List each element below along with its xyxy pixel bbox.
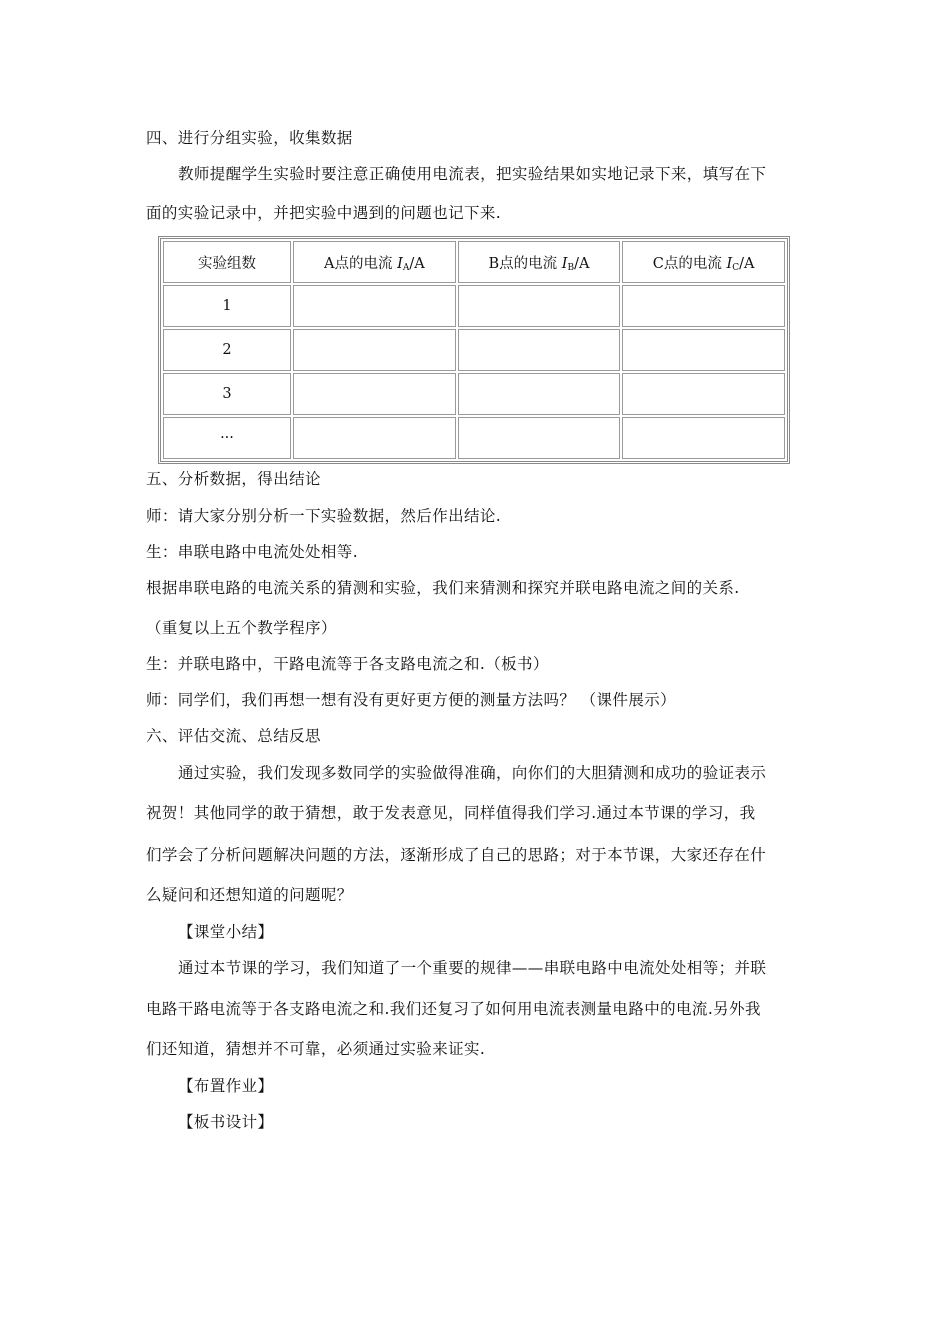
header-group-count: 实验组数 [163,241,291,283]
header-a-prefix: A点的电流 [323,255,398,272]
section6-paragraph-line3: 们学会了分析问题解决问题的方法，逐渐形成了自己的思路；对于本节课，大家还存在什 [146,846,767,864]
transition-line: 根据串联电路的电流关系的猜测和实验，我们来猜测和探究并联电路电流之间的关系. [146,579,740,597]
header-current-b [458,241,621,283]
cell-current-a [293,373,456,415]
section4-heading: 四、进行分组实验，收集数据 [146,129,353,147]
header-c-symbol: I [726,255,733,272]
cell-group: 2 [163,329,291,371]
cell-current-c [622,329,785,371]
section6-paragraph-line2: 祝贺！其他同学的敢于猜想，敢于发表意见，同样值得我们学习.通过本节课的学习，我 [146,804,756,822]
section6-paragraph-line1: 通过实验，我们发现多数同学的实验做得准确，向你们的大胆猜测和成功的验证表示 [178,764,767,782]
teacher-line-1: 师：请大家分别分析一下实验数据，然后作出结论. [146,507,502,525]
cell-current-b [458,329,621,371]
header-b-unit: /A [574,255,590,272]
header-current-a [293,241,456,283]
cell-group: ··· [163,417,291,459]
cell-current-b [458,417,621,459]
cell-group: 1 [163,285,291,327]
table-row [163,417,785,459]
cell-current-b [458,373,621,415]
teacher-line-2: 师：同学们，我们再想一想有没有更好更方便的测量方法吗？ （课件展示） [146,691,677,709]
cell-current-c [622,417,785,459]
student-line-2: 生：并联电路中，干路电流等于各支路电流之和.（板书） [146,655,549,673]
cell-current-c [622,373,785,415]
summary-paragraph-line1: 通过本节课的学习，我们知道了一个重要的规律——串联电路中电流处处相等；并联 [178,959,767,977]
cell-current-b [458,285,621,327]
header-c-prefix: C点的电流 [652,255,727,272]
cell-current-a [293,329,456,371]
summary-paragraph-line2: 电路干路电流等于各支路电流之和.我们还复习了如何用电流表测量电路中的电流.另外我 [146,1000,761,1018]
experiment-record-table [158,236,790,464]
cell-current-a [293,417,456,459]
section5-heading: 五、分析数据，得出结论 [146,470,321,488]
section6-paragraph-line4: 么疑问和还想知道的问题呢？ [146,886,353,904]
summary-paragraph-line3: 们还知道，猜想并不可靠，必须通过实验来证实. [146,1040,486,1058]
header-a-unit: /A [409,255,425,272]
cell-group: 3 [163,373,291,415]
cell-current-a [293,285,456,327]
section6-heading: 六、评估交流、总结反思 [146,727,321,745]
section4-paragraph-line1: 教师提醒学生实验时要注意正确使用电流表，把实验结果如实地记录下来，填写在下 [178,165,767,183]
board-design-heading: 【板书设计】 [178,1113,274,1131]
header-c-sub: C [732,262,740,273]
header-current-c [622,241,785,283]
table-row [163,285,785,327]
summary-heading: 【课堂小结】 [178,923,274,941]
homework-heading: 【布置作业】 [178,1077,274,1095]
header-c-unit: /A [739,255,755,272]
header-b-sub: B [567,262,575,273]
repeat-note: （重复以上五个教学程序） [146,619,337,637]
table-header-row [163,241,785,283]
section4-paragraph-line2: 面的实验记录中，并把实验中遇到的问题也记下来. [146,204,502,222]
header-a-sub: A [402,262,410,273]
header-b-symbol: I [561,255,568,272]
student-line-1: 生：串联电路中电流处处相等. [146,543,359,561]
table-row [163,373,785,415]
header-a-symbol: I [397,255,403,272]
cell-current-c [622,285,785,327]
header-b-prefix: B点的电流 [488,255,562,272]
table-row [163,329,785,371]
